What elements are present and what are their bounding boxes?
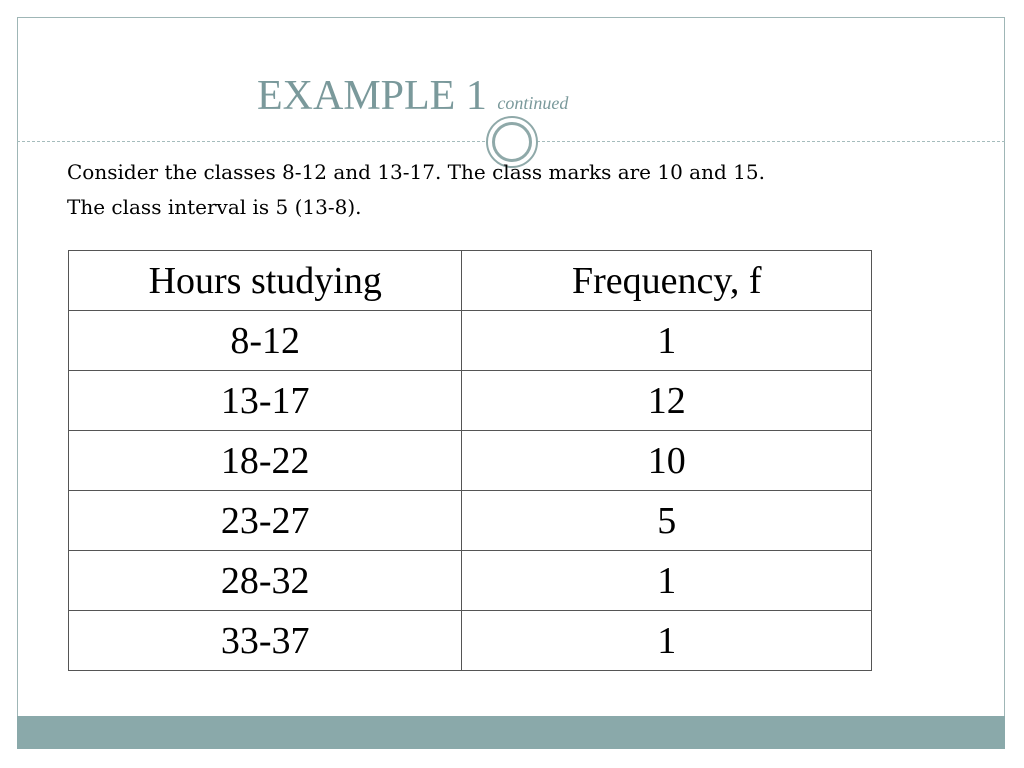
- body-line: Consider the classes 8-12 and 13-17. The class marks are 10 and 15.: [67, 160, 765, 184]
- header-hours-studying: Hours studying: [69, 251, 462, 311]
- hours-cell: 33-37: [69, 611, 462, 671]
- frequency-cell: 1: [462, 551, 872, 611]
- table-row: [69, 491, 872, 551]
- frequency-cell: 1: [462, 611, 872, 671]
- header-frequency: Frequency, f: [462, 251, 872, 311]
- table-row: [69, 371, 872, 431]
- frequency-cell: 1: [462, 311, 872, 371]
- hours-cell: 28-32: [69, 551, 462, 611]
- table-row: [69, 431, 872, 491]
- hours-cell: 13-17: [69, 371, 462, 431]
- hours-cell: 18-22: [69, 431, 462, 491]
- title-subtitle: continued: [497, 93, 569, 113]
- body-line: The class interval is 5 (13-8).: [67, 195, 362, 219]
- frequency-cell: 12: [462, 371, 872, 431]
- title-text: EXAMPLE 1: [257, 73, 487, 119]
- body-text: [67, 155, 947, 225]
- frequency-cell: 10: [462, 431, 872, 491]
- table-row: [69, 611, 872, 671]
- frequency-table: [68, 250, 872, 671]
- table-row: [69, 311, 872, 371]
- hours-cell: 8-12: [69, 311, 462, 371]
- table-row: [69, 551, 872, 611]
- footer-bar: [17, 716, 1005, 749]
- hours-cell: 23-27: [69, 491, 462, 551]
- frequency-cell: 5: [462, 491, 872, 551]
- table-header-row: [69, 251, 872, 311]
